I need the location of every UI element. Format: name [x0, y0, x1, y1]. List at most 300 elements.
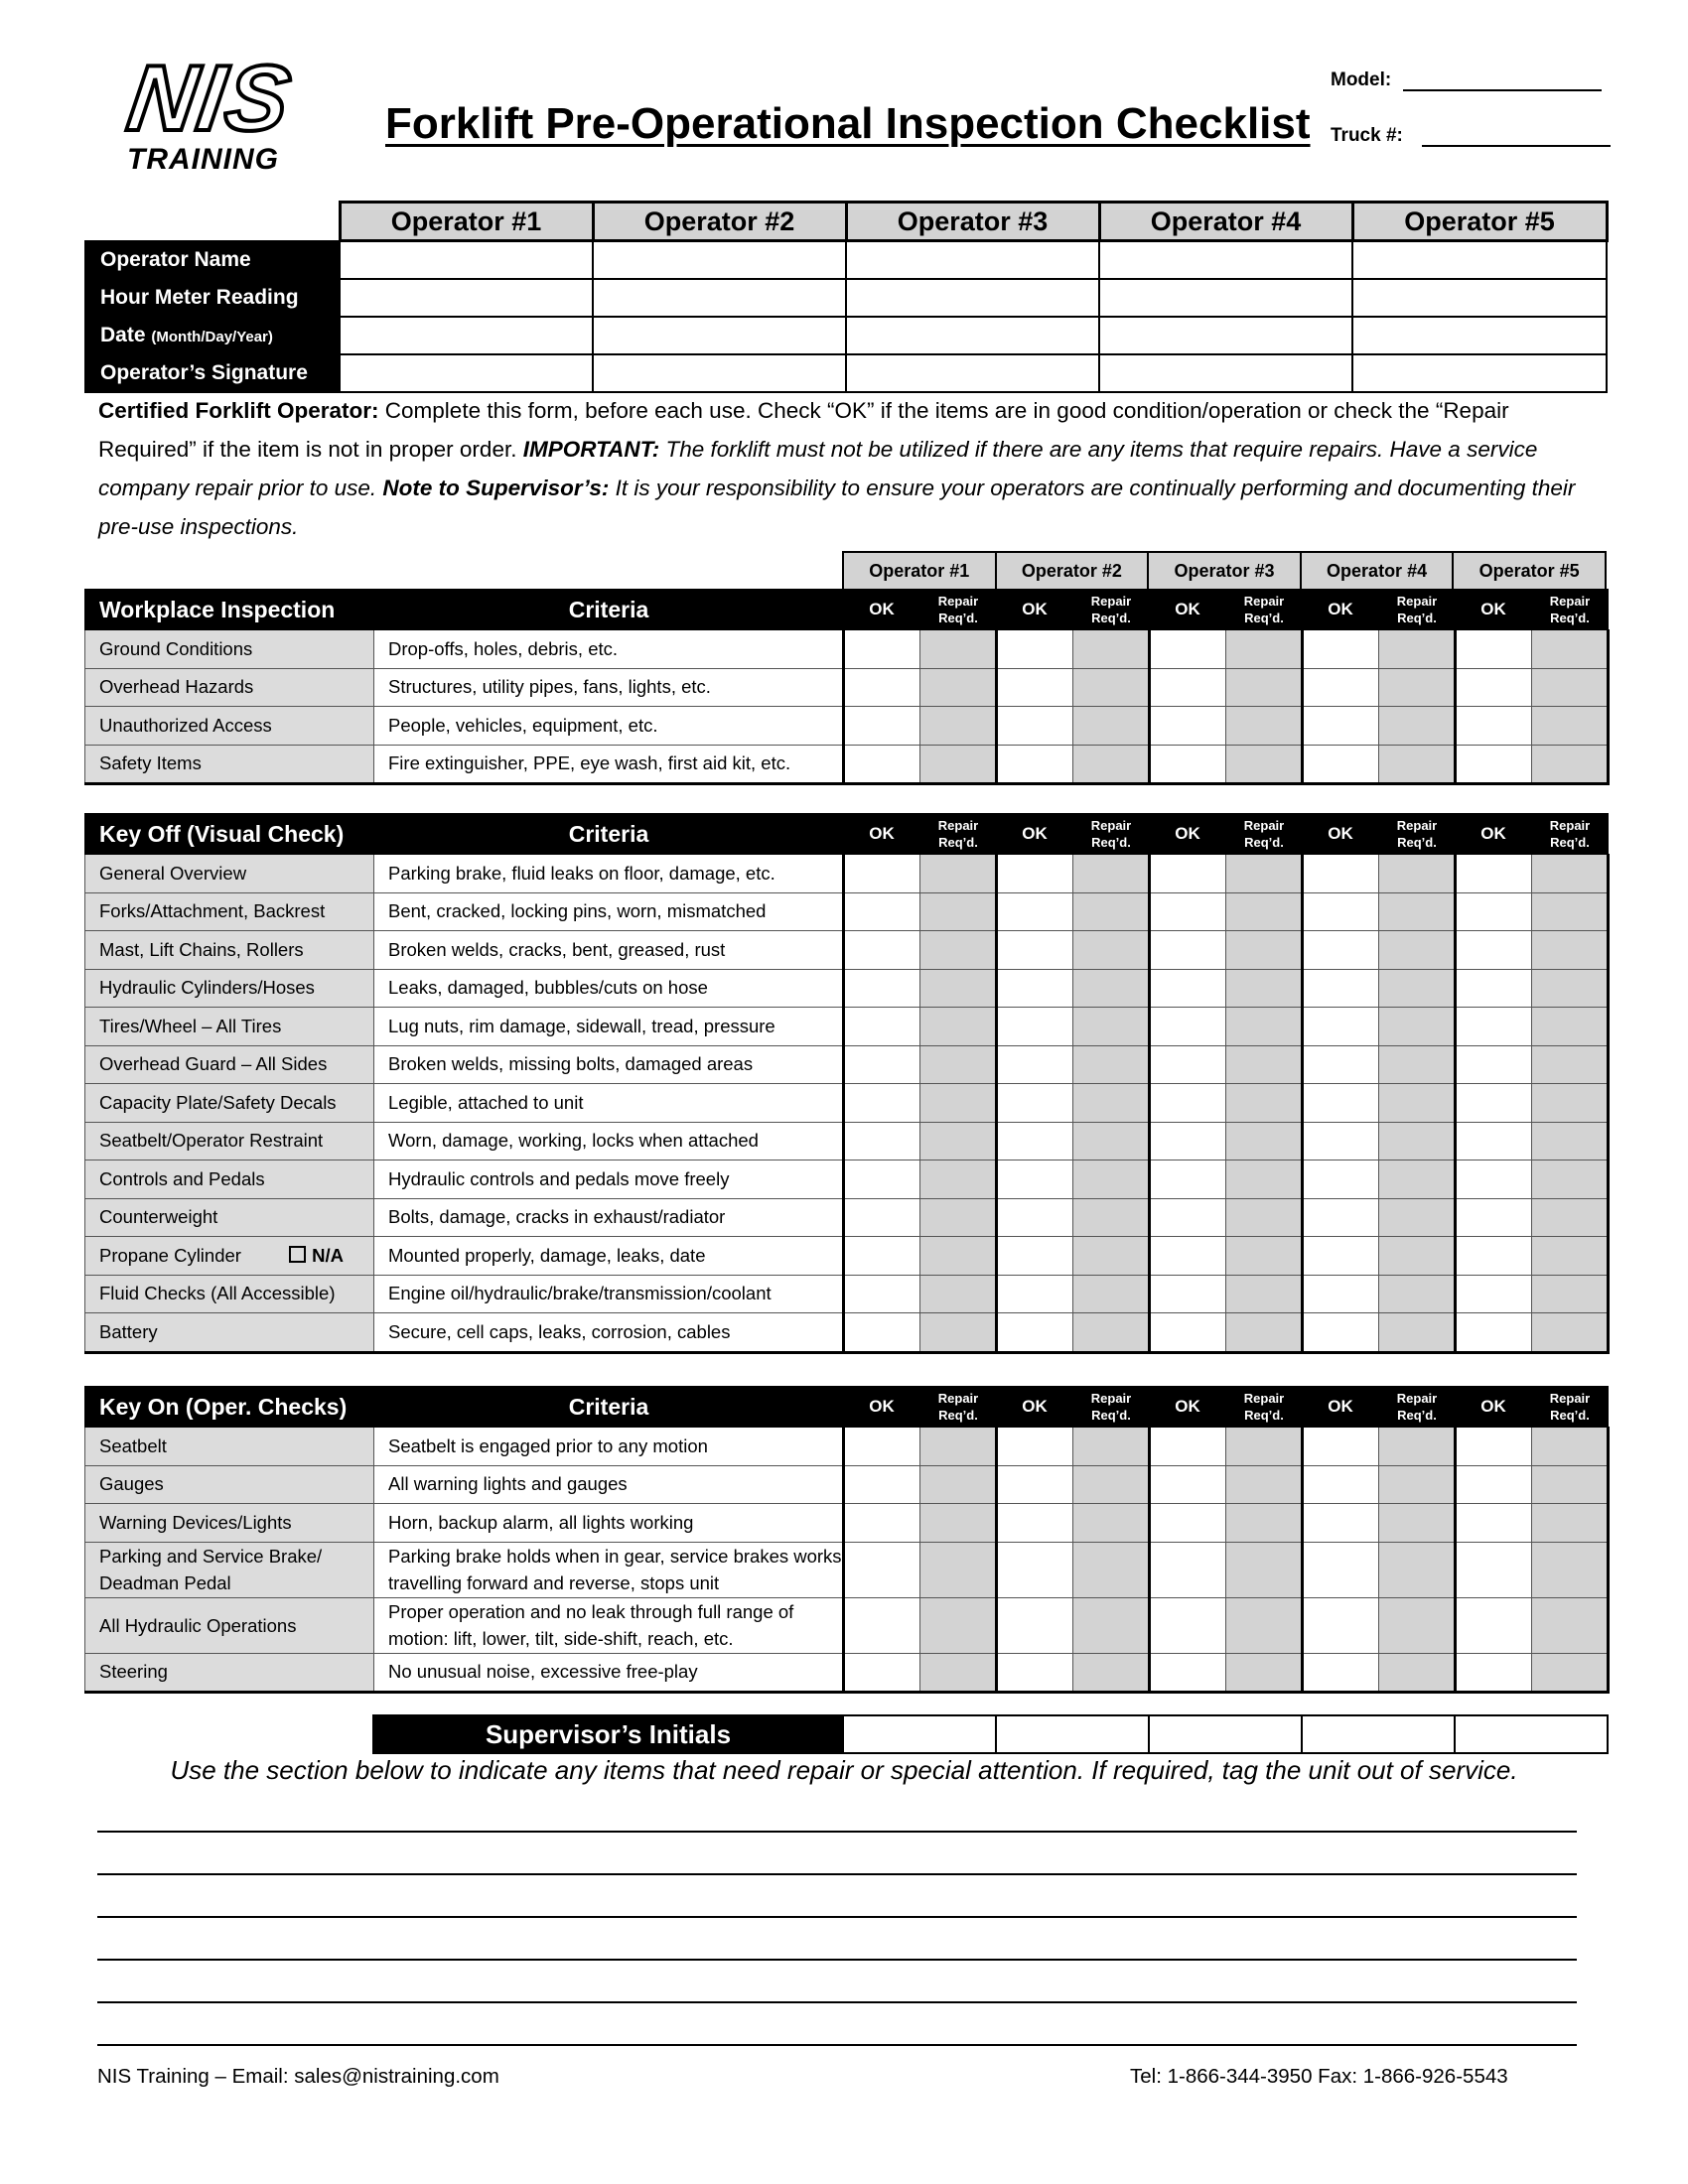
- ok-checkbox-cell[interactable]: [1456, 1122, 1532, 1160]
- truck-input-line[interactable]: [1422, 145, 1611, 147]
- repair-checkbox-cell[interactable]: [1379, 1653, 1456, 1693]
- ok-checkbox-cell[interactable]: [1150, 1653, 1226, 1693]
- repair-label: Repair: [937, 1391, 979, 1406]
- ok-checkbox-cell[interactable]: [997, 1008, 1073, 1046]
- repair-checkbox-cell[interactable]: [1379, 1597, 1456, 1653]
- ok-checkbox-cell[interactable]: [1150, 1237, 1226, 1276]
- page-title: Forklift Pre-Operational Inspection Checklist: [385, 99, 1311, 148]
- repair-checkbox-cell[interactable]: [1532, 707, 1609, 746]
- date-cell[interactable]: [1099, 317, 1352, 354]
- repair-checkbox-cell[interactable]: [1226, 1084, 1303, 1123]
- item-name: [85, 1465, 374, 1504]
- repair-checkbox-cell[interactable]: [1226, 668, 1303, 707]
- repair-checkbox-cell[interactable]: [1532, 969, 1609, 1008]
- ok-checkbox-cell[interactable]: [997, 1653, 1073, 1693]
- ok-checkbox-cell[interactable]: [1456, 1237, 1532, 1276]
- ok-checkbox-cell[interactable]: [1150, 969, 1226, 1008]
- repair-checkbox-cell[interactable]: [1073, 1653, 1150, 1693]
- operator-2-header: Operator #2: [593, 203, 846, 241]
- repair-checkbox-cell[interactable]: [1379, 1084, 1456, 1123]
- item-name-text: Capacity Plate/Safety Decals: [99, 1091, 337, 1113]
- repair-checkbox-cell[interactable]: [1379, 1008, 1456, 1046]
- repair-required-header: [1073, 814, 1150, 855]
- item-criteria: Worn, damage, working, locks when attached: [374, 1122, 844, 1160]
- repair-checkbox-cell[interactable]: [920, 1084, 997, 1123]
- repair-checkbox-cell[interactable]: [1532, 745, 1609, 784]
- repair-checkbox-cell[interactable]: [920, 1428, 997, 1466]
- repair-checkbox-cell[interactable]: [1226, 855, 1303, 893]
- ok-checkbox-cell[interactable]: [844, 1122, 920, 1160]
- ok-checkbox-cell[interactable]: [1150, 1428, 1226, 1466]
- repair-checkbox-cell[interactable]: [920, 1008, 997, 1046]
- ok-checkbox-cell[interactable]: [997, 855, 1073, 893]
- repair-checkbox-cell[interactable]: [1226, 1198, 1303, 1237]
- repair-checkbox-cell[interactable]: [1379, 1160, 1456, 1199]
- notes-line[interactable]: [97, 2001, 1577, 2003]
- repair-checkbox-cell[interactable]: [1532, 1198, 1609, 1237]
- model-input-line[interactable]: [1403, 89, 1602, 91]
- repair-checkbox-cell[interactable]: [1073, 1542, 1150, 1597]
- repair-label: Repair: [1243, 1391, 1285, 1406]
- checklist-row: [85, 969, 1609, 1008]
- ok-checkbox-cell[interactable]: [997, 1428, 1073, 1466]
- ok-checkbox-cell[interactable]: [1303, 1237, 1379, 1276]
- repair-checkbox-cell[interactable]: [1379, 1045, 1456, 1084]
- ok-checkbox-cell[interactable]: [1150, 1465, 1226, 1504]
- notes-line[interactable]: [97, 1959, 1577, 1961]
- ok-checkbox-cell[interactable]: [1150, 892, 1226, 931]
- repair-required-header: [1073, 1387, 1150, 1428]
- ok-checkbox-cell[interactable]: [997, 892, 1073, 931]
- ok-checkbox-cell[interactable]: [997, 1465, 1073, 1504]
- repair-checkbox-cell[interactable]: [1379, 1275, 1456, 1313]
- repair-checkbox-cell[interactable]: [1379, 931, 1456, 970]
- ok-checkbox-cell[interactable]: [997, 1504, 1073, 1543]
- repair-checkbox-cell[interactable]: [1226, 892, 1303, 931]
- ok-checkbox-cell[interactable]: [1150, 668, 1226, 707]
- ok-checkbox-cell[interactable]: [1303, 855, 1379, 893]
- repair-checkbox-cell[interactable]: [1532, 630, 1609, 669]
- ok-checkbox-cell[interactable]: [844, 1160, 920, 1199]
- repair-checkbox-cell[interactable]: [1073, 1122, 1150, 1160]
- ok-checkbox-cell[interactable]: [1303, 1122, 1379, 1160]
- ok-checkbox-cell[interactable]: [1150, 1160, 1226, 1199]
- repair-checkbox-cell[interactable]: [1073, 1504, 1150, 1543]
- repair-checkbox-cell[interactable]: [1532, 892, 1609, 931]
- ok-checkbox-cell[interactable]: [997, 668, 1073, 707]
- date-cell[interactable]: [340, 317, 593, 354]
- ok-checkbox-cell[interactable]: [1303, 1504, 1379, 1543]
- important-label: IMPORTANT:: [522, 437, 660, 462]
- ok-header: OK: [997, 1387, 1073, 1428]
- ok-checkbox-cell[interactable]: [997, 1275, 1073, 1313]
- repair-checkbox-cell[interactable]: [1073, 745, 1150, 784]
- ok-checkbox-cell[interactable]: [1456, 1313, 1532, 1353]
- repair-checkbox-cell[interactable]: [920, 931, 997, 970]
- footer-email: NIS Training – Email: sales@nistraining.com: [97, 2065, 499, 2088]
- ok-checkbox-cell[interactable]: [997, 630, 1073, 669]
- ok-checkbox-cell[interactable]: [844, 1313, 920, 1353]
- hour-meter-cell[interactable]: [1099, 279, 1352, 317]
- repair-checkbox-cell[interactable]: [1226, 1542, 1303, 1597]
- repair-checkbox-cell[interactable]: [1379, 1122, 1456, 1160]
- repair-checkbox-cell[interactable]: [1073, 855, 1150, 893]
- repair-checkbox-cell[interactable]: [1379, 1428, 1456, 1466]
- ok-header: OK: [1303, 1387, 1379, 1428]
- na-checkbox[interactable]: [289, 1245, 344, 1267]
- ok-checkbox-cell[interactable]: [1303, 1045, 1379, 1084]
- ok-checkbox-cell[interactable]: [997, 1160, 1073, 1199]
- required-label: Req’d.: [938, 835, 978, 850]
- hour-meter-cell[interactable]: [340, 279, 593, 317]
- repair-checkbox-cell[interactable]: [1073, 1237, 1150, 1276]
- ok-checkbox-cell[interactable]: [1150, 855, 1226, 893]
- repair-checkbox-cell[interactable]: [1226, 1504, 1303, 1543]
- repair-checkbox-cell[interactable]: [1226, 1045, 1303, 1084]
- repair-checkbox-cell[interactable]: [1073, 707, 1150, 746]
- repair-checkbox-cell[interactable]: [1379, 855, 1456, 893]
- notes-line[interactable]: [97, 1916, 1577, 1918]
- ok-checkbox-cell[interactable]: [997, 1084, 1073, 1123]
- repair-checkbox-cell[interactable]: [1532, 1313, 1609, 1353]
- date-text: Date: [100, 324, 146, 346]
- ok-checkbox-cell[interactable]: [1303, 707, 1379, 746]
- ok-checkbox-cell[interactable]: [1456, 1275, 1532, 1313]
- repair-checkbox-cell[interactable]: [1073, 1045, 1150, 1084]
- repair-checkbox-cell[interactable]: [920, 1653, 997, 1693]
- notes-line[interactable]: [97, 2044, 1577, 2046]
- repair-checkbox-cell[interactable]: [1073, 1275, 1150, 1313]
- ok-checkbox-cell[interactable]: [1303, 1160, 1379, 1199]
- repair-checkbox-cell[interactable]: [1073, 1084, 1150, 1123]
- repair-checkbox-cell[interactable]: [920, 1122, 997, 1160]
- ok-checkbox-cell[interactable]: [1303, 668, 1379, 707]
- repair-checkbox-cell[interactable]: [1532, 1275, 1609, 1313]
- ok-checkbox-cell[interactable]: [1456, 892, 1532, 931]
- ok-checkbox-cell[interactable]: [1150, 1504, 1226, 1543]
- repair-checkbox-cell[interactable]: [1379, 1542, 1456, 1597]
- ok-checkbox-cell[interactable]: [1150, 1008, 1226, 1046]
- operator-name-cell[interactable]: [340, 241, 593, 280]
- repair-checkbox-cell[interactable]: [1532, 1122, 1609, 1160]
- repair-checkbox-cell[interactable]: [1073, 1160, 1150, 1199]
- repair-checkbox-cell[interactable]: [1379, 630, 1456, 669]
- ok-checkbox-cell[interactable]: [997, 1122, 1073, 1160]
- notes-line[interactable]: [97, 1831, 1577, 1833]
- ok-checkbox-cell[interactable]: [1456, 1653, 1532, 1693]
- repair-checkbox-cell[interactable]: [920, 855, 997, 893]
- repair-checkbox-cell[interactable]: [920, 1198, 997, 1237]
- ok-checkbox-cell[interactable]: [844, 1542, 920, 1597]
- ok-checkbox-cell[interactable]: [1303, 1597, 1379, 1653]
- supervisor-initials-cell[interactable]: [1455, 1715, 1608, 1753]
- repair-required-header: [920, 590, 997, 630]
- repair-checkbox-cell[interactable]: [1379, 969, 1456, 1008]
- repair-checkbox-cell[interactable]: [1532, 855, 1609, 893]
- ok-checkbox-cell[interactable]: [844, 630, 920, 669]
- repair-checkbox-cell[interactable]: [920, 1597, 997, 1653]
- ok-checkbox-cell[interactable]: [1303, 892, 1379, 931]
- ok-checkbox-cell[interactable]: [1456, 969, 1532, 1008]
- ok-checkbox-cell[interactable]: [1303, 1653, 1379, 1693]
- ok-checkbox-cell[interactable]: [1303, 1275, 1379, 1313]
- item-criteria: Leaks, damaged, bubbles/cuts on hose: [374, 969, 844, 1008]
- repair-checkbox-cell[interactable]: [920, 707, 997, 746]
- repair-checkbox-cell[interactable]: [1532, 1542, 1609, 1597]
- repair-required-header: [1532, 814, 1609, 855]
- ok-checkbox-cell[interactable]: [1456, 1160, 1532, 1199]
- repair-checkbox-cell[interactable]: [1226, 1008, 1303, 1046]
- ok-checkbox-cell[interactable]: [844, 1084, 920, 1123]
- ok-checkbox-cell[interactable]: [1456, 745, 1532, 784]
- repair-checkbox-cell[interactable]: [920, 1045, 997, 1084]
- repair-checkbox-cell[interactable]: [1073, 892, 1150, 931]
- repair-checkbox-cell[interactable]: [1532, 1008, 1609, 1046]
- repair-checkbox-cell[interactable]: [1226, 745, 1303, 784]
- repair-checkbox-cell[interactable]: [1532, 1465, 1609, 1504]
- ok-checkbox-cell[interactable]: [844, 931, 920, 970]
- signature-cell[interactable]: [1099, 354, 1352, 392]
- repair-checkbox-cell[interactable]: [1379, 1465, 1456, 1504]
- repair-checkbox-cell[interactable]: [920, 668, 997, 707]
- ok-checkbox-cell[interactable]: [1303, 1465, 1379, 1504]
- repair-checkbox-cell[interactable]: [920, 1504, 997, 1543]
- signature-cell[interactable]: [1352, 354, 1607, 392]
- ok-checkbox-cell[interactable]: [1150, 1084, 1226, 1123]
- supervisor-initials-cell[interactable]: [1302, 1715, 1455, 1753]
- checklist-row: [85, 1428, 1609, 1466]
- ok-checkbox-cell[interactable]: [844, 1008, 920, 1046]
- repair-checkbox-cell[interactable]: [920, 1275, 997, 1313]
- ok-checkbox-cell[interactable]: [1150, 1122, 1226, 1160]
- ok-checkbox-cell[interactable]: [844, 1045, 920, 1084]
- operator-name-cell[interactable]: [846, 241, 1099, 280]
- ok-checkbox-cell[interactable]: [1456, 1008, 1532, 1046]
- instructions-lead: Certified Forklift Operator:: [98, 398, 379, 423]
- repair-checkbox-cell[interactable]: [1073, 1198, 1150, 1237]
- hour-meter-cell[interactable]: [593, 279, 846, 317]
- repair-checkbox-cell[interactable]: [1073, 668, 1150, 707]
- operator-name-cell[interactable]: [1099, 241, 1352, 280]
- repair-checkbox-cell[interactable]: [1226, 969, 1303, 1008]
- supervisor-initials-table: [372, 1714, 1609, 1754]
- ok-checkbox-cell[interactable]: [1303, 1542, 1379, 1597]
- ok-checkbox-cell[interactable]: [1150, 1198, 1226, 1237]
- repair-checkbox-cell[interactable]: [1532, 1504, 1609, 1543]
- signature-cell[interactable]: [340, 354, 593, 392]
- ok-checkbox-cell[interactable]: [997, 745, 1073, 784]
- repair-checkbox-cell[interactable]: [920, 1465, 997, 1504]
- repair-checkbox-cell[interactable]: [1226, 1313, 1303, 1353]
- hour-meter-cell[interactable]: [846, 279, 1099, 317]
- repair-checkbox-cell[interactable]: [1073, 969, 1150, 1008]
- ok-checkbox-cell[interactable]: [1150, 1542, 1226, 1597]
- checklist-row: [85, 1542, 1609, 1597]
- repair-checkbox-cell[interactable]: [920, 969, 997, 1008]
- ok-checkbox-cell[interactable]: [844, 1504, 920, 1543]
- model-field[interactable]: [1331, 69, 1602, 91]
- repair-checkbox-cell[interactable]: [1226, 931, 1303, 970]
- operator-name-cell[interactable]: [1352, 241, 1607, 280]
- ok-checkbox-cell[interactable]: [1150, 1597, 1226, 1653]
- repair-checkbox-cell[interactable]: [1532, 1597, 1609, 1653]
- repair-checkbox-cell[interactable]: [1226, 630, 1303, 669]
- repair-checkbox-cell[interactable]: [1532, 931, 1609, 970]
- ok-checkbox-cell[interactable]: [997, 969, 1073, 1008]
- repair-checkbox-cell[interactable]: [1379, 745, 1456, 784]
- ok-checkbox-cell[interactable]: [1303, 630, 1379, 669]
- repair-checkbox-cell[interactable]: [1073, 1313, 1150, 1353]
- checkbox-icon[interactable]: [289, 1246, 306, 1263]
- repair-checkbox-cell[interactable]: [920, 630, 997, 669]
- repair-checkbox-cell[interactable]: [1379, 1198, 1456, 1237]
- ok-checkbox-cell[interactable]: [844, 1465, 920, 1504]
- repair-checkbox-cell[interactable]: [1532, 1653, 1609, 1693]
- ok-checkbox-cell[interactable]: [997, 1542, 1073, 1597]
- ok-checkbox-cell[interactable]: [1456, 1198, 1532, 1237]
- ok-checkbox-cell[interactable]: [1456, 1428, 1532, 1466]
- repair-checkbox-cell[interactable]: [1532, 1428, 1609, 1466]
- ok-checkbox-cell[interactable]: [997, 1237, 1073, 1276]
- supervisor-initials-cell[interactable]: [1149, 1715, 1302, 1753]
- ok-checkbox-cell[interactable]: [844, 1237, 920, 1276]
- ok-checkbox-cell[interactable]: [1150, 1275, 1226, 1313]
- date-cell[interactable]: [846, 317, 1099, 354]
- ok-checkbox-cell[interactable]: [997, 1597, 1073, 1653]
- ok-checkbox-cell[interactable]: [1456, 707, 1532, 746]
- repair-checkbox-cell[interactable]: [920, 1237, 997, 1276]
- ok-checkbox-cell[interactable]: [1303, 931, 1379, 970]
- repair-checkbox-cell[interactable]: [1379, 1237, 1456, 1276]
- item-name: [85, 931, 374, 970]
- ok-checkbox-cell[interactable]: [1456, 1542, 1532, 1597]
- ok-checkbox-cell[interactable]: [844, 1428, 920, 1466]
- ok-checkbox-cell[interactable]: [844, 1198, 920, 1237]
- ok-checkbox-cell[interactable]: [1303, 1008, 1379, 1046]
- repair-checkbox-cell[interactable]: [1532, 1084, 1609, 1123]
- repair-checkbox-cell[interactable]: [1073, 1008, 1150, 1046]
- repair-checkbox-cell[interactable]: [920, 745, 997, 784]
- supervisor-initials-cell[interactable]: [843, 1715, 996, 1753]
- checklist-row: [85, 1275, 1609, 1313]
- ok-checkbox-cell[interactable]: [997, 707, 1073, 746]
- repair-checkbox-cell[interactable]: [1532, 1160, 1609, 1199]
- ok-checkbox-cell[interactable]: [1456, 855, 1532, 893]
- repair-checkbox-cell[interactable]: [1226, 1597, 1303, 1653]
- hour-meter-cell[interactable]: [1352, 279, 1607, 317]
- ok-checkbox-cell[interactable]: [844, 969, 920, 1008]
- ok-checkbox-cell[interactable]: [844, 1275, 920, 1313]
- ok-checkbox-cell[interactable]: [844, 707, 920, 746]
- repair-checkbox-cell[interactable]: [1226, 1653, 1303, 1693]
- ok-checkbox-cell[interactable]: [1150, 1045, 1226, 1084]
- date-cell[interactable]: [1352, 317, 1607, 354]
- repair-checkbox-cell[interactable]: [1379, 707, 1456, 746]
- ok-checkbox-cell[interactable]: [997, 1313, 1073, 1353]
- ok-checkbox-cell[interactable]: [1150, 1313, 1226, 1353]
- ok-checkbox-cell[interactable]: [1456, 1504, 1532, 1543]
- ok-checkbox-cell[interactable]: [844, 668, 920, 707]
- ok-checkbox-cell[interactable]: [844, 1653, 920, 1693]
- repair-checkbox-cell[interactable]: [1226, 1465, 1303, 1504]
- repair-checkbox-cell[interactable]: [920, 1313, 997, 1353]
- ok-checkbox-cell[interactable]: [844, 1597, 920, 1653]
- ok-checkbox-cell[interactable]: [1150, 931, 1226, 970]
- ok-checkbox-cell[interactable]: [997, 931, 1073, 970]
- ok-checkbox-cell[interactable]: [997, 1045, 1073, 1084]
- ok-checkbox-cell[interactable]: [997, 1198, 1073, 1237]
- signature-cell[interactable]: [846, 354, 1099, 392]
- signature-cell[interactable]: [593, 354, 846, 392]
- truck-field[interactable]: [1331, 125, 1611, 147]
- repair-checkbox-cell[interactable]: [1073, 931, 1150, 970]
- repair-checkbox-cell[interactable]: [1226, 1160, 1303, 1199]
- repair-checkbox-cell[interactable]: [1532, 1045, 1609, 1084]
- repair-checkbox-cell[interactable]: [1073, 1465, 1150, 1504]
- supervisor-initials-label: Supervisor’s Initials: [373, 1715, 843, 1753]
- ok-checkbox-cell[interactable]: [844, 855, 920, 893]
- ok-checkbox-cell[interactable]: [1456, 1045, 1532, 1084]
- ok-checkbox-cell[interactable]: [1456, 931, 1532, 970]
- ok-checkbox-cell[interactable]: [1303, 745, 1379, 784]
- truck-label: Truck #:: [1331, 125, 1403, 146]
- ok-checkbox-cell[interactable]: [1303, 1084, 1379, 1123]
- repair-checkbox-cell[interactable]: [1226, 707, 1303, 746]
- notes-line[interactable]: [97, 1873, 1577, 1875]
- repair-checkbox-cell[interactable]: [920, 1160, 997, 1199]
- repair-checkbox-cell[interactable]: [1226, 1237, 1303, 1276]
- checklist-row: [85, 1504, 1609, 1543]
- operator-name-cell[interactable]: [593, 241, 846, 280]
- ok-checkbox-cell[interactable]: [1303, 969, 1379, 1008]
- repair-checkbox-cell[interactable]: [1073, 1428, 1150, 1466]
- repair-checkbox-cell[interactable]: [1073, 630, 1150, 669]
- repair-checkbox-cell[interactable]: [1379, 1313, 1456, 1353]
- ok-checkbox-cell[interactable]: [844, 892, 920, 931]
- ok-checkbox-cell[interactable]: [1456, 1465, 1532, 1504]
- repair-checkbox-cell[interactable]: [1073, 1597, 1150, 1653]
- repair-checkbox-cell[interactable]: [1226, 1275, 1303, 1313]
- item-name-text: Tires/Wheel – All Tires: [99, 1015, 282, 1036]
- ok-checkbox-cell[interactable]: [1303, 1428, 1379, 1466]
- repair-note: Use the section below to indicate any items that need repair or special attention. If required, tag the unit out of service.: [170, 1755, 1518, 1785]
- ok-header: OK: [997, 590, 1073, 630]
- ok-checkbox-cell[interactable]: [1303, 1313, 1379, 1353]
- repair-checkbox-cell[interactable]: [1226, 1428, 1303, 1466]
- date-cell[interactable]: [593, 317, 846, 354]
- ok-checkbox-cell[interactable]: [1150, 630, 1226, 669]
- supervisor-initials-cell[interactable]: [996, 1715, 1149, 1753]
- repair-checkbox-cell[interactable]: [1379, 668, 1456, 707]
- ok-header: OK: [1456, 1387, 1532, 1428]
- ok-checkbox-cell[interactable]: [1456, 1084, 1532, 1123]
- ok-checkbox-cell[interactable]: [1150, 707, 1226, 746]
- repair-checkbox-cell[interactable]: [1532, 1237, 1609, 1276]
- ok-checkbox-cell[interactable]: [844, 745, 920, 784]
- repair-checkbox-cell[interactable]: [1379, 892, 1456, 931]
- repair-checkbox-cell[interactable]: [1226, 1122, 1303, 1160]
- operator-1-col: Operator #1: [843, 552, 996, 590]
- repair-checkbox-cell[interactable]: [1379, 1504, 1456, 1543]
- repair-checkbox-cell[interactable]: [920, 1542, 997, 1597]
- ok-checkbox-cell[interactable]: [1456, 630, 1532, 669]
- repair-checkbox-cell[interactable]: [920, 892, 997, 931]
- ok-checkbox-cell[interactable]: [1456, 668, 1532, 707]
- ok-checkbox-cell[interactable]: [1150, 745, 1226, 784]
- ok-checkbox-cell[interactable]: [1303, 1198, 1379, 1237]
- repair-checkbox-cell[interactable]: [1532, 668, 1609, 707]
- ok-checkbox-cell[interactable]: [1456, 1597, 1532, 1653]
